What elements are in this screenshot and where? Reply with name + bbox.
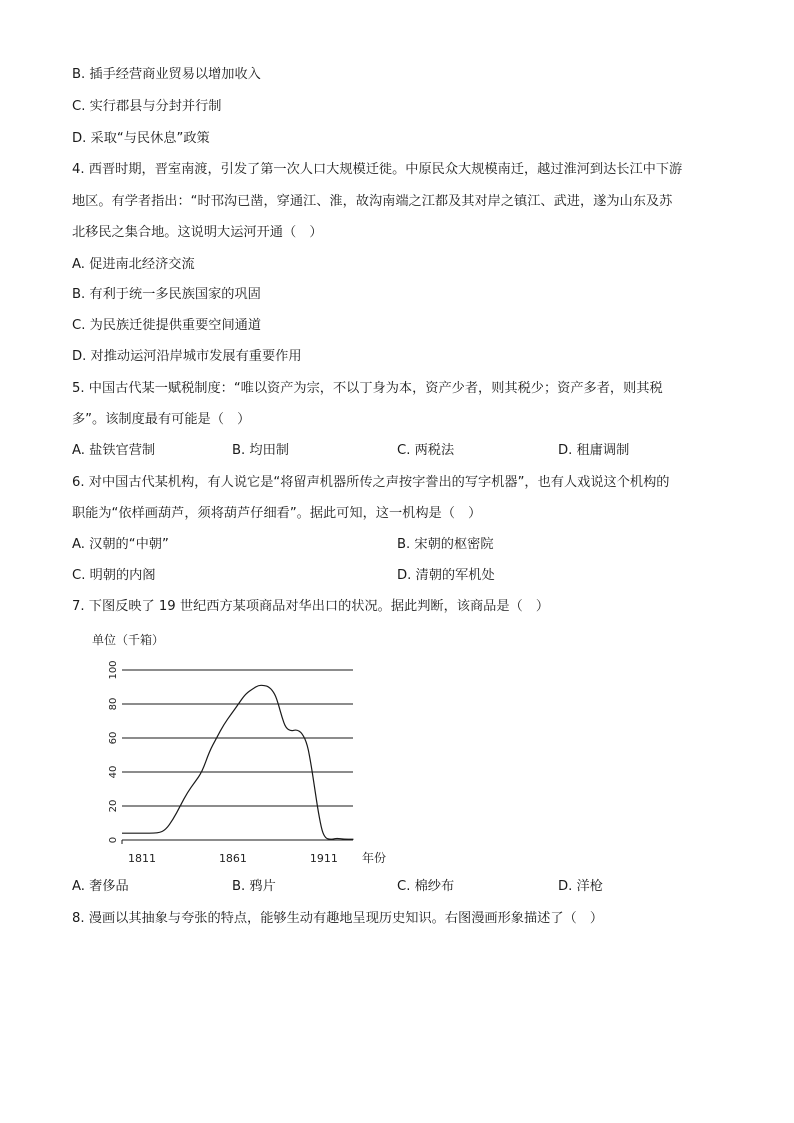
- q6-stem-line2: 职能为“依样画葫芦，须将葫芦仔细看”。据此可知，这一机构是（ ）: [72, 506, 482, 521]
- q7-stem: 7. 下图反映了 19 世纪西方某项商品对华出口的状况。据此判断，该商品是（ ）: [72, 599, 550, 614]
- q7-option-b: B. 鸦片: [232, 879, 276, 894]
- q4-stem-line2: 地区。有学者指出：“时邗沟已凿，穿通江、淮，故沟南端之江都及其对岸之镇江、武进，遂为山东及苏: [72, 194, 673, 209]
- q6-option-d: D. 清朝的军机处: [397, 568, 495, 583]
- chart-ytick-label: 0: [108, 836, 119, 844]
- q3-option-b: B. 插手经营商业贸易以增加收入: [72, 67, 261, 82]
- q5-option-d: D. 租庸调制: [558, 443, 630, 458]
- q5-option-a: A. 盐铁官营制: [72, 443, 156, 458]
- chart-series-line: [122, 685, 353, 839]
- q7-option-a: A. 奢侈品: [72, 879, 129, 894]
- q4-option-a: A. 促进南北经济交流: [72, 257, 195, 272]
- q5-stem-line2: 多”。该制度最有可能是（ ）: [72, 412, 251, 427]
- q3-option-d: D. 采取“与民休息”政策: [72, 131, 210, 146]
- q5-stem-line1: 5. 中国古代某一赋税制度：“唯以资产为宗，不以丁身为本，资产少者，则其税少；资产多者，则其税: [72, 381, 663, 396]
- chart-xtick-label: 1861: [218, 852, 247, 865]
- chart-ylabel: 单位（千箱）: [92, 633, 165, 647]
- q4-option-c: C. 为民族迁徙提供重要空间通道: [72, 318, 262, 333]
- q5-option-b: B. 均田制: [232, 443, 289, 458]
- chart-ytick-label: 20: [108, 799, 119, 813]
- chart-ytick-label: 60: [108, 731, 119, 745]
- q4-option-d: D. 对推动运河沿岸城市发展有重要作用: [72, 349, 302, 364]
- chart-xtick-label: 1811: [128, 852, 157, 865]
- q4-stem-line3: 北移民之集合地。这说明大运河开通（ ）: [72, 225, 323, 240]
- q6-option-a: A. 汉朝的“中朝”: [72, 537, 169, 552]
- q8-stem: 8. 漫画以其抽象与夸张的特点，能够生动有趣地呈现历史知识。右图漫画形象描述了（ ）: [72, 911, 604, 926]
- q6-option-b: B. 宋朝的枢密院: [397, 537, 494, 552]
- q6-stem-line1: 6. 对中国古代某机构，有人说它是“将留声机器所传之声按字誊出的写字机器”，也有人戏说这个机构的: [72, 475, 670, 490]
- chart-xlabel: 年份: [362, 851, 387, 865]
- chart-ytick-label: 80: [108, 697, 119, 711]
- q4-stem-line1: 4. 西晋时期，晋室南渡，引发了第一次人口大规模迁徙。中原民众大规模南迁，越过淮河到达长江中下游: [72, 162, 683, 177]
- chart-ytick-label: 100: [108, 660, 119, 680]
- q3-option-c: C. 实行郡县与分封并行制: [72, 99, 222, 114]
- chart-ytick-label: 40: [108, 765, 119, 779]
- export-chart: [88, 626, 408, 871]
- q6-option-c: C. 明朝的内阁: [72, 568, 156, 583]
- chart-xtick-label: 1911: [309, 852, 338, 865]
- q7-option-c: C. 棉纱布: [397, 879, 455, 894]
- q4-option-b: B. 有利于统一多民族国家的巩固: [72, 287, 261, 302]
- q5-option-c: C. 两税法: [397, 443, 455, 458]
- q7-option-d: D. 洋枪: [558, 879, 603, 894]
